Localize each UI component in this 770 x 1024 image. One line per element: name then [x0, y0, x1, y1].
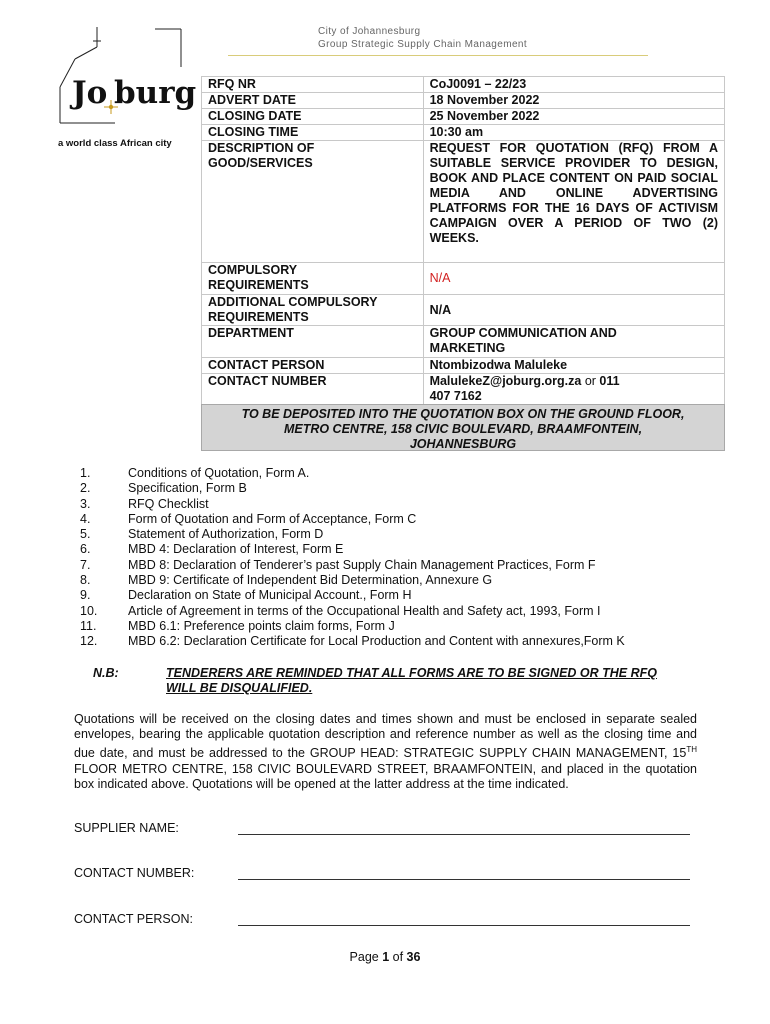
contact-person-field-label: CONTACT PERSON:	[74, 912, 193, 926]
closing-time-label: CLOSING TIME	[202, 125, 424, 141]
document-header	[318, 25, 527, 51]
contact-or: or	[581, 374, 600, 388]
list-item-text: RFQ Checklist	[128, 496, 209, 511]
list-item-number: 12.	[80, 634, 98, 649]
closing-date-value: 25 November 2022	[423, 109, 724, 125]
page-word: Page	[349, 950, 383, 964]
additional-value: N/A	[423, 295, 724, 326]
additional-label	[202, 295, 424, 326]
department-value	[423, 326, 724, 358]
list-item-text: MBD 4: Declaration of Interest, Form E	[128, 542, 344, 557]
list-item-text: Specification, Form B	[128, 481, 247, 496]
advert-date-value: 18 November 2022	[423, 93, 724, 109]
nb-label: N.B:	[93, 666, 119, 680]
svg-text:Jo: Jo	[72, 75, 108, 111]
svg-text:burg: burg	[114, 75, 197, 111]
contact-person-field[interactable]	[238, 925, 690, 926]
deposit-instructions: TO BE DEPOSITED INTO THE QUOTATION BOX ON THE GROUND FLOOR, METRO CENTRE, 158 CIVIC BOULEVARD, BRAAMFONTEIN, JOHANNESBURG	[201, 404, 725, 451]
table-row	[202, 93, 725, 109]
joburg-logo	[55, 27, 197, 149]
list-item-text: MBD 8: Declaration of Tenderer’s past Supply Chain Management Practices, Form F	[128, 557, 596, 572]
closing-time-value: 10:30 am	[423, 125, 724, 141]
list-item	[80, 466, 625, 481]
page-number: 1	[382, 950, 390, 964]
department-label: DEPARTMENT	[202, 326, 424, 358]
list-item-text: Conditions of Quotation, Form A.	[128, 466, 310, 480]
description-label	[202, 141, 424, 263]
table-row	[202, 358, 725, 374]
contact-person-value: Ntombizodwa Maluleke	[423, 358, 724, 374]
additional-label-line-2: REQUIREMENTS	[208, 310, 309, 324]
compulsory-value-text: N/A	[429, 271, 451, 285]
table-row	[202, 295, 725, 326]
table-row	[202, 109, 725, 125]
department-line-1: GROUP COMMUNICATION AND	[429, 326, 617, 340]
supplier-name-label: SUPPLIER NAME:	[74, 821, 179, 835]
list-item-number: 6.	[80, 542, 91, 557]
list-item	[80, 481, 625, 496]
table-row	[202, 141, 725, 263]
compulsory-label-line-1: COMPULSORY	[208, 263, 298, 277]
list-item	[80, 497, 625, 512]
logo-tagline: a world class African city	[58, 138, 172, 149]
description-label-line-1: DESCRIPTION OF	[208, 141, 315, 155]
contact-phone-part-2: 407 7162	[429, 389, 482, 403]
list-item-text: Declaration on State of Municipal Account., Form H	[128, 588, 412, 603]
compulsory-value	[423, 263, 724, 295]
paragraph-part-1: Quotations will be received on the closing dates and times shown and must be enclosed in separate sealed envelopes, bearing the applicable quotation description and reference number as well as the closing time and due date, and must be addressed to the GROUP HEAD: STRATEGIC SUPPLY CHAIN MANAGEMENT, 15	[74, 712, 697, 761]
list-item-number: 10.	[80, 603, 98, 618]
list-item	[80, 634, 625, 649]
list-item	[80, 619, 625, 634]
table-row	[202, 326, 725, 358]
list-item-number: 5.	[80, 527, 91, 542]
advert-date-label: ADVERT DATE	[202, 93, 424, 109]
list-item-number: 2.	[80, 481, 91, 496]
nb-warning: TENDERERS ARE REMINDED THAT ALL FORMS ARE TO BE SIGNED OR THE RFQ WILL BE DISQUALIFIED.	[166, 666, 657, 695]
list-item	[80, 588, 625, 603]
description-value: REQUEST FOR QUOTATION (RFQ) FROM A SUITABLE SERVICE PROVIDER TO DESIGN, BOOK AND PLACE CONTENT ON PAID SOCIAL MEDIA AND ONLINE ADVERTISING PLATFORMS FOR THE 16 DAYS OF ACTIVISM CAMPAIGN OVER A PERIOD OF TWO (2) WEEKS.	[423, 141, 724, 263]
list-item-number: 3.	[80, 496, 91, 511]
list-item-text: Article of Agreement in terms of the Occupational Health and Safety act, 1993, Form I	[128, 603, 601, 618]
rfq-info-table	[201, 76, 725, 405]
submission-paragraph	[74, 712, 697, 792]
list-item-number: 4.	[80, 511, 91, 526]
department-line-2: MARKETING	[429, 341, 506, 355]
list-item-text: Form of Quotation and Form of Acceptance, Form C	[128, 511, 417, 526]
header-department: Group Strategic Supply Chain Management	[318, 39, 528, 50]
list-item-number: 8.	[80, 573, 91, 588]
table-row	[202, 263, 725, 295]
joburg-logo-icon	[55, 27, 197, 127]
contact-number-field-label: CONTACT NUMBER:	[74, 866, 195, 880]
additional-label-line-1: ADDITIONAL COMPULSORY	[208, 295, 378, 309]
supplier-name-field[interactable]	[238, 834, 690, 835]
table-row	[202, 77, 725, 93]
header-divider	[228, 55, 648, 56]
paragraph-part-2: FLOOR METRO CENTRE, 158 CIVIC BOULEVARD STREET, BRAAMFONTEIN, and placed in the quotation box indicated above. Quotations will be opened at the latter address at the time indicated.	[74, 761, 697, 791]
contact-phone-part-1: 011	[599, 374, 620, 388]
page-total: 36	[406, 950, 421, 964]
list-item	[80, 604, 625, 619]
list-item-text: MBD 9: Certificate of Independent Bid Determination, Annexure G	[128, 573, 493, 588]
rfq-nr-value: CoJ0091 – 22/23	[423, 77, 724, 93]
of-word: of	[389, 950, 407, 964]
description-label-line-2: GOOD/SERVICES	[208, 156, 313, 170]
paragraph-superscript: TH	[686, 745, 697, 755]
table-row	[202, 125, 725, 141]
table-row	[202, 374, 725, 405]
list-item-number: 7.	[80, 557, 91, 572]
compulsory-label-line-2: REQUIREMENTS	[208, 278, 309, 292]
closing-date-label: CLOSING DATE	[202, 109, 424, 125]
contact-number-label: CONTACT NUMBER	[202, 374, 424, 405]
header-city: City of Johannesburg	[318, 26, 421, 37]
list-item-number: 1.	[80, 466, 91, 480]
list-item	[80, 542, 625, 557]
list-item	[80, 558, 625, 573]
list-item-text: MBD 6.1: Preference points claim forms, Form J	[128, 618, 395, 633]
list-item-number: 9.	[80, 588, 91, 603]
page-footer	[0, 950, 770, 964]
compulsory-label	[202, 263, 424, 295]
contact-number-field[interactable]	[238, 879, 690, 880]
rfq-nr-label: RFQ NR	[202, 77, 424, 93]
list-item	[80, 512, 625, 527]
contact-person-label: CONTACT PERSON	[202, 358, 424, 374]
contact-email-link[interactable]: MalulekeZ@joburg.org.za	[429, 374, 582, 388]
list-item	[80, 527, 625, 542]
list-item	[80, 573, 625, 588]
list-item-text: MBD 6.2: Declaration Certificate for Local Production and Content with annexures,Form K	[128, 634, 625, 649]
list-item-number: 11.	[80, 618, 97, 633]
forms-list	[80, 466, 625, 650]
list-item-text: Statement of Authorization, Form D	[128, 527, 324, 542]
contact-number-value	[423, 374, 724, 405]
